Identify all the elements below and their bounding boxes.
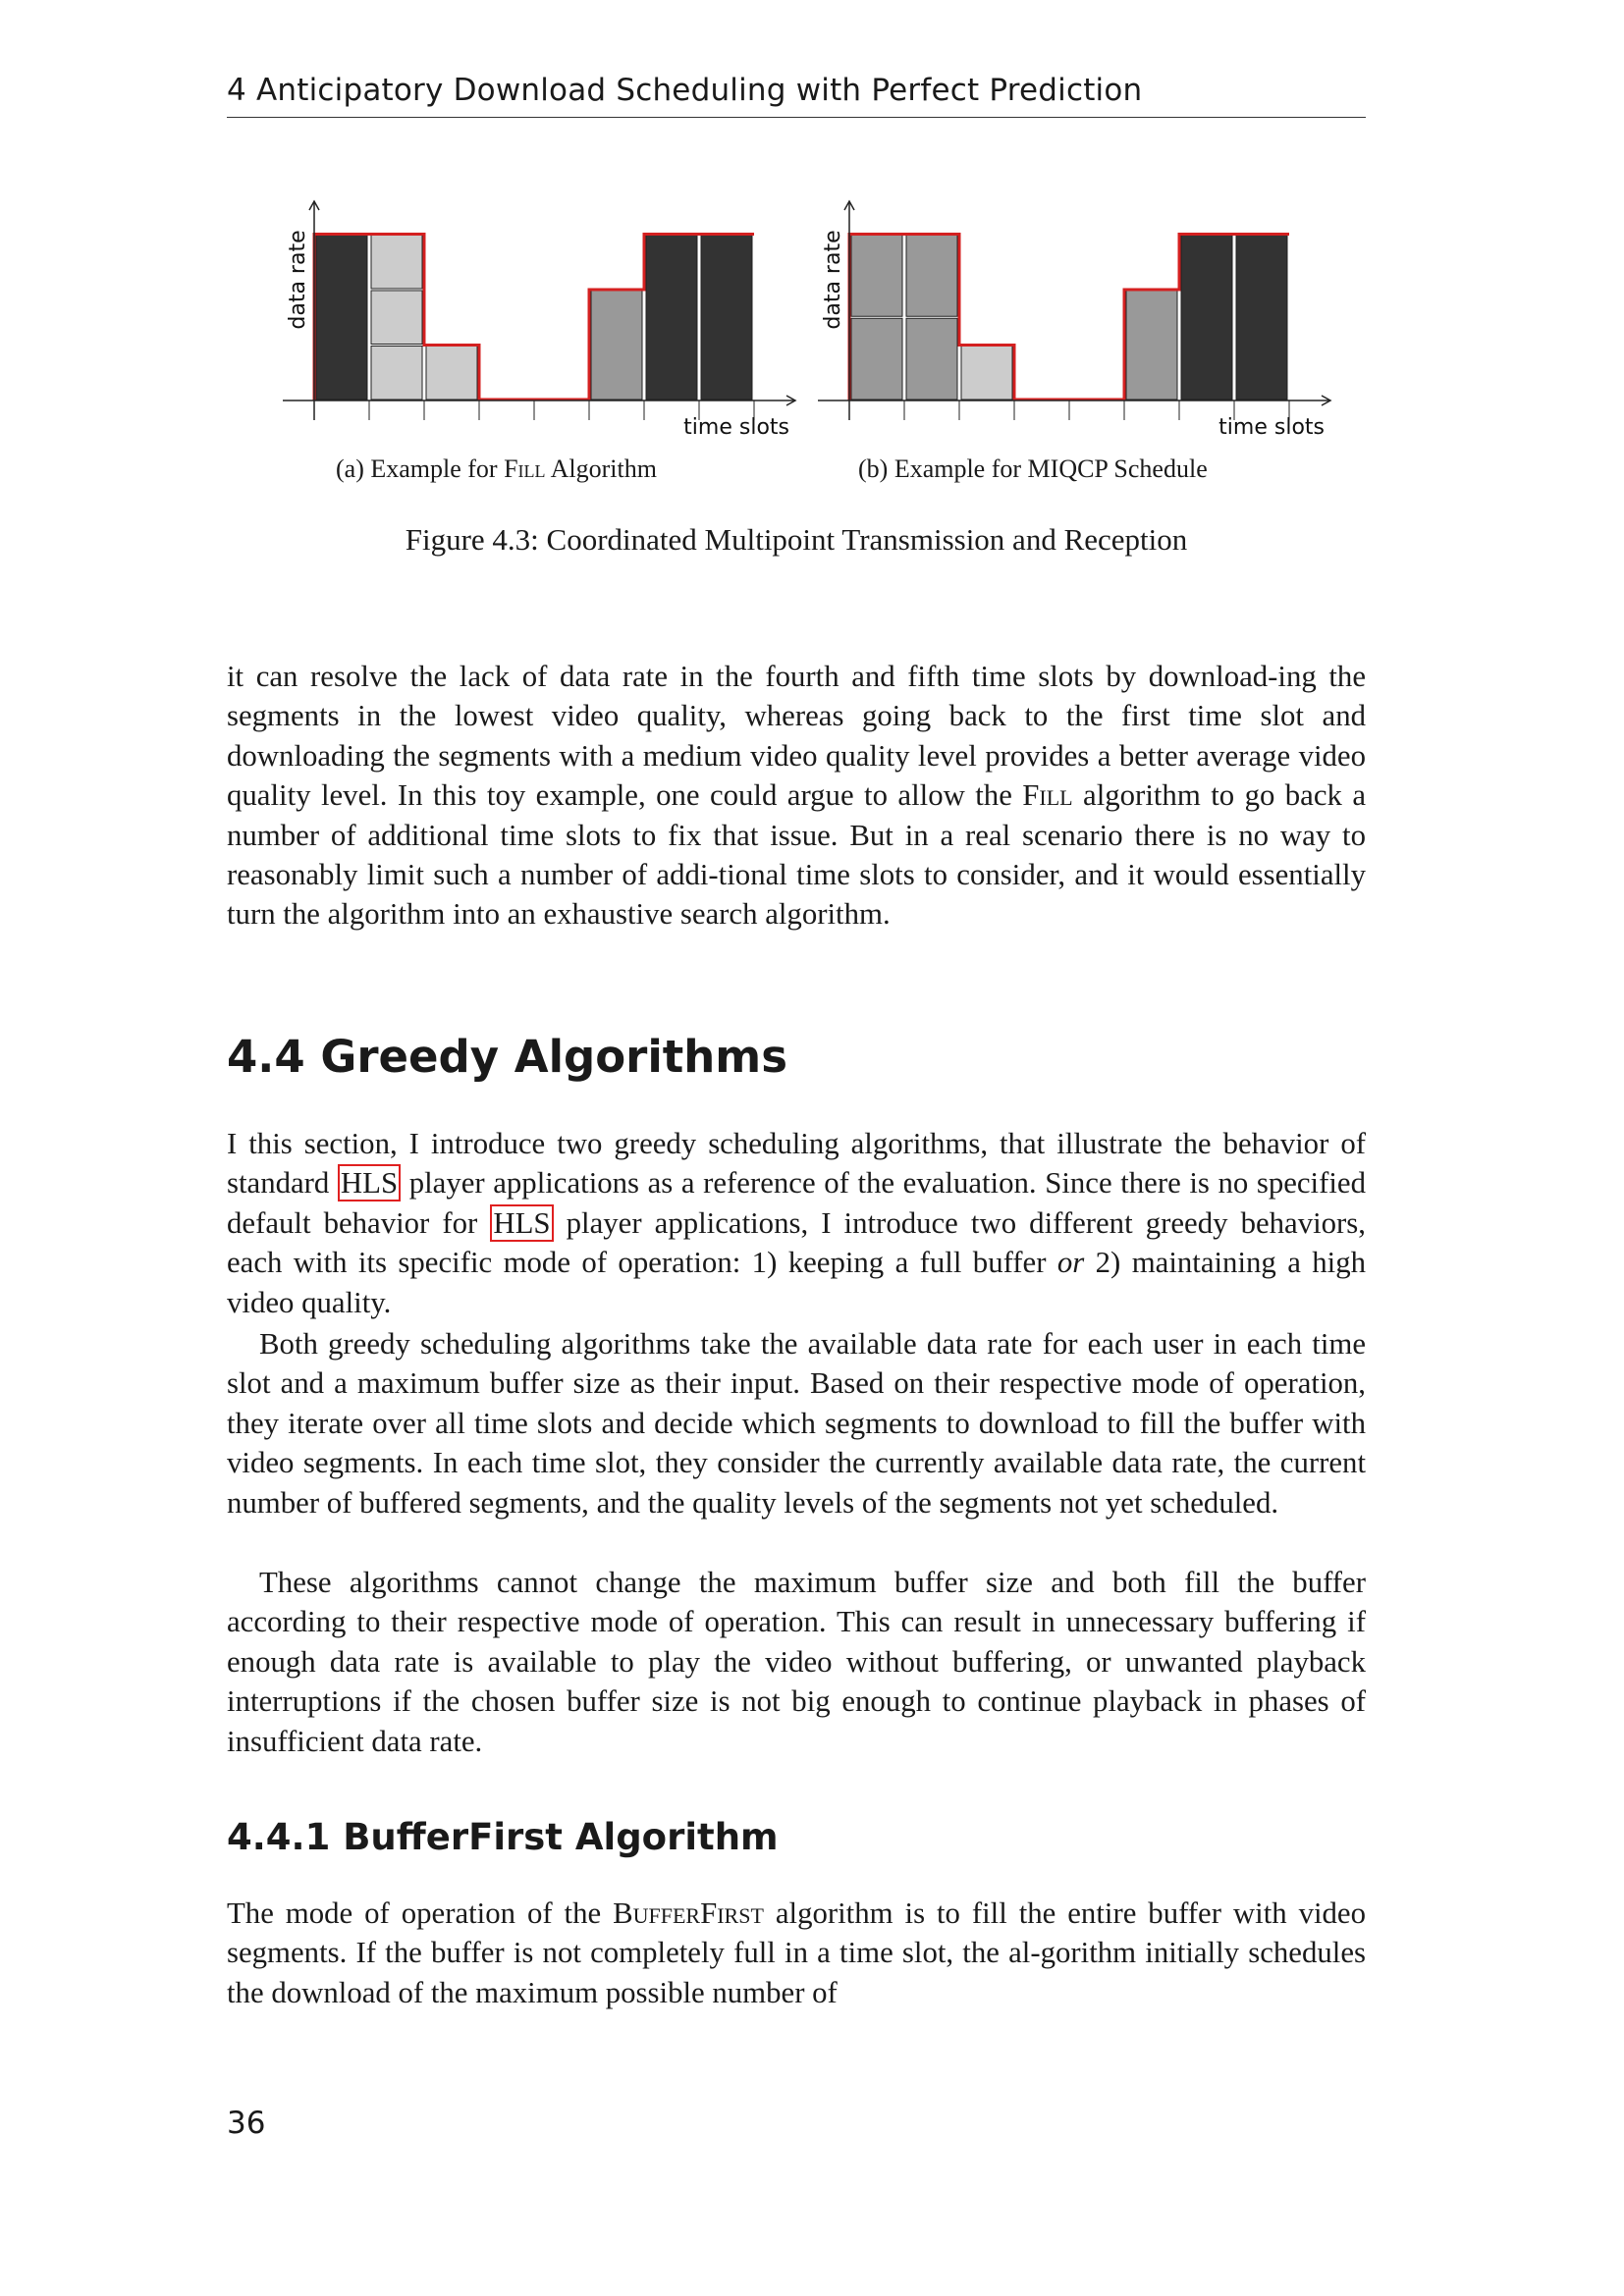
segment-block xyxy=(1236,236,1287,400)
segment-block xyxy=(851,236,902,317)
segment-block xyxy=(1126,291,1177,400)
subsection-title: 4.4.1 BufferFirst Algorithm xyxy=(227,1816,779,1858)
segment-block xyxy=(906,318,957,400)
y-axis-label: data rate xyxy=(821,230,845,330)
segment-block xyxy=(591,291,642,400)
page-number: 36 xyxy=(227,2106,266,2141)
paragraph-2: I this section, I introduce two greedy scheduling algorithms, that illustrate the behavior of standard HLS player applications as a reference of the evaluation. Since there is no specified default behavior for HLS player applications, I introduce two different greedy behaviors, each with its specific mode of operation: 1) keeping a full buffer or 2) maintaining a high video quality. xyxy=(227,1127,1367,1319)
chart-miqcp-schedule xyxy=(818,201,1330,440)
figure-caption: Figure 4.3: Coordinated Multipoint Transmission and Reception xyxy=(405,522,1188,557)
paragraph-3: Both greedy scheduling algorithms take the available data rate for each user in each time slot and a maximum buffer size as their input. Based on their respective mode of operation, they iterate over all time slots and decide which segments to download to fill the buffer with video segments. In each time slot, they consider the currently available data rate, the current number of buffered segments, and the quality levels of the segments not yet scheduled. xyxy=(227,1327,1366,1520)
figure-4-3 xyxy=(265,191,1335,515)
x-axis-label: time slots xyxy=(683,415,789,440)
hls-link[interactable]: HLS xyxy=(338,1164,401,1201)
figure-charts xyxy=(265,191,1335,447)
subfigure-b-caption: (b) Example for MIQCP Schedule xyxy=(858,454,1208,483)
header-rule xyxy=(227,117,1366,118)
subfigure-a-caption: (a) Example for Fill Algorithm xyxy=(336,454,657,483)
segment-block xyxy=(371,291,422,345)
segment-block xyxy=(426,347,477,400)
paragraph-4: These algorithms cannot change the maximum buffer size and both fill the buffer according to their respective mode of operation. This can result in unnecessary buffering if enough data rate is available to play the video without buffering, or unwanted playback interruptions if the chosen buffer size is not big enough to continue playback in phases of insufficient data rate. xyxy=(227,1566,1366,1758)
x-axis-label: time slots xyxy=(1218,415,1325,440)
segment-block xyxy=(851,318,902,400)
segment-block xyxy=(646,236,697,400)
segment-block xyxy=(1181,236,1232,400)
segment-block xyxy=(906,236,957,317)
segment-block xyxy=(371,347,422,400)
chart-fill-algorithm xyxy=(283,201,795,440)
segment-block xyxy=(371,236,422,290)
section-title: 4.4 Greedy Algorithms xyxy=(227,1031,787,1083)
y-axis-label: data rate xyxy=(286,230,310,330)
segment-block xyxy=(316,236,367,400)
segment-block xyxy=(961,347,1012,400)
running-head: 4 Anticipatory Download Scheduling with Perfect Prediction xyxy=(227,73,1143,108)
paragraph-5: The mode of operation of the BufferFirst algorithm is to fill the entire buffer with video segments. If the buffer is not completely full in a time slot, the al-gorithm initially schedules the download of the maximum possible number of xyxy=(227,1896,1366,2009)
paragraph-1: it can resolve the lack of data rate in the fourth and fifth time slots by download-ing the segments in the lowest video quality, whereas going back to the first time slot and downloading the segments with a medium video quality level provides a better average video quality level. In this toy example, one could argue to allow the Fill algorithm to go back a number of additional time slots to fix that issue. But in a real scenario there is no way to reasonably limit such a number of addi-tional time slots to consider, and it would essentially turn the algorithm into an exhaustive search algorithm. xyxy=(227,660,1366,932)
segment-block xyxy=(701,236,752,400)
hls-link[interactable]: HLS xyxy=(490,1204,553,1242)
